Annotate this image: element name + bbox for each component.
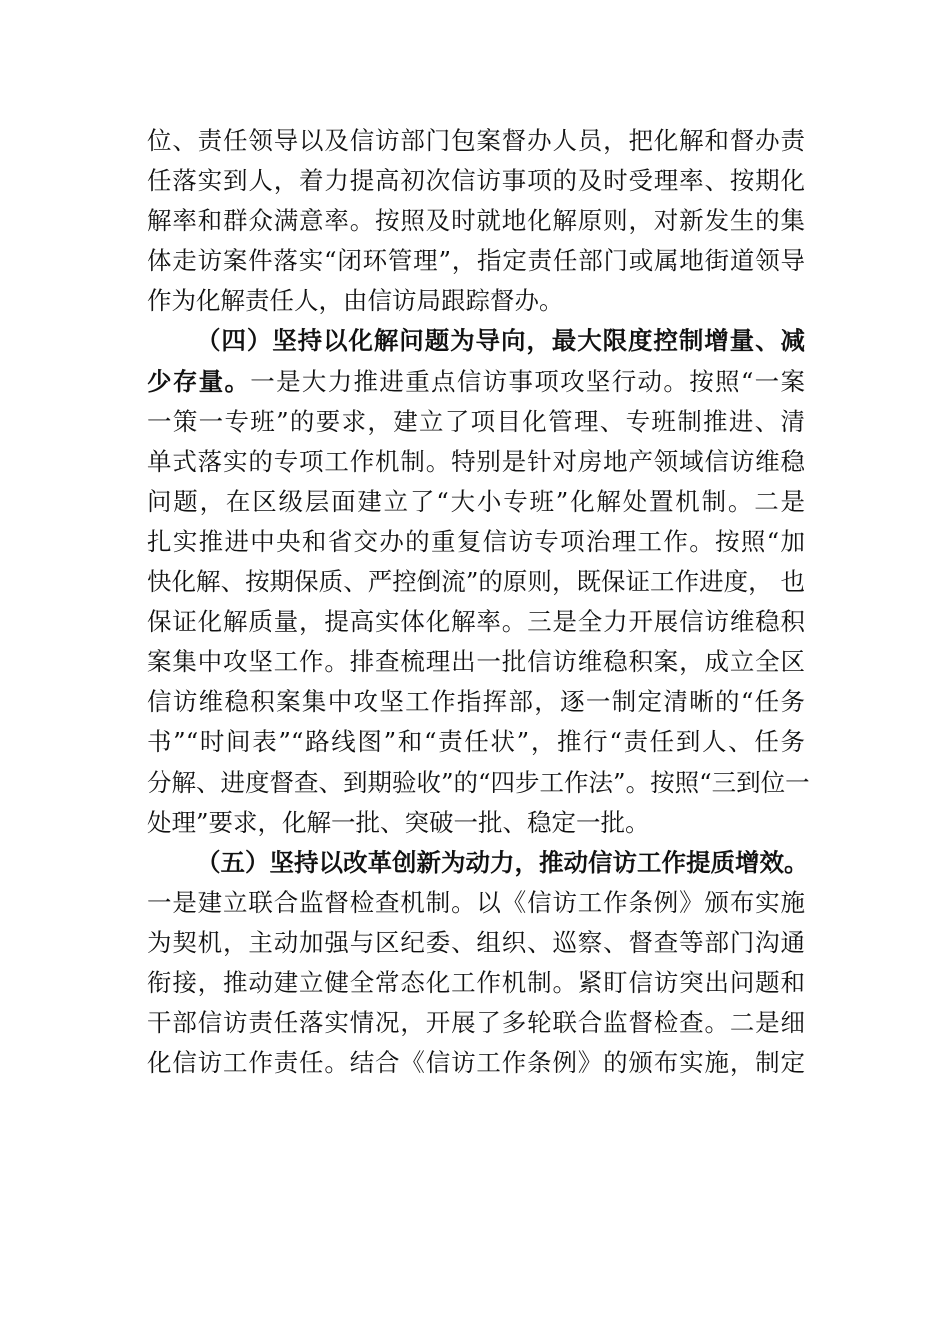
body-text: 体走访案件落实“闭环管理”，指定责任部门或属地街道领导 bbox=[147, 246, 805, 276]
text-line bbox=[147, 803, 805, 843]
text-line bbox=[147, 201, 805, 241]
text-line bbox=[147, 602, 805, 642]
body-text: 衔接，推动建立健全常态化工作机制。紧盯信访突出问题和 bbox=[147, 967, 805, 997]
text-line bbox=[147, 522, 805, 562]
body-text: 问题，在区级层面建立了“大小专班”化解处置机制。二是 bbox=[147, 486, 805, 516]
body-text: 任落实到人，着力提高初次信访事项的及时受理率、按期化 bbox=[147, 166, 805, 196]
text-line bbox=[147, 722, 805, 762]
body-text: 位、责任领导以及信访部门包案督办人员，把化解和督办责 bbox=[147, 126, 805, 155]
paragraph bbox=[147, 121, 805, 321]
body-text: 保证化解质量，提高实体化解率。三是全力开展信访维稳积 bbox=[147, 607, 805, 637]
body-text: 案集中攻坚工作。排查梳理出一批信访维稳积案，成立全区 bbox=[147, 647, 805, 677]
text-line bbox=[147, 883, 805, 923]
body-text: 一是大力推进重点信访事项攻坚行动。按照“一案 bbox=[250, 366, 805, 396]
body-text: 解率和群众满意率。按照及时就地化解原则，对新发生的集 bbox=[147, 206, 805, 236]
text-line bbox=[147, 362, 805, 402]
text-line bbox=[147, 321, 805, 361]
paragraph bbox=[147, 843, 809, 1084]
body-text: 一是建立联合监督检查机制。以《信访工作条例》颁布实施 bbox=[147, 887, 805, 917]
text-line bbox=[147, 1043, 805, 1083]
body-text: 作为化解责任人，由信访局跟踪督办。 bbox=[147, 286, 564, 316]
text-line bbox=[147, 923, 805, 963]
body-text: 为契机，主动加强与区纪委、组织、巡察、督查等部门沟通 bbox=[147, 927, 805, 957]
text-line bbox=[147, 763, 810, 803]
text-line bbox=[147, 642, 805, 682]
text-line bbox=[147, 843, 809, 883]
body-text: 处理”要求，化解一批、突破一批、稳定一批。 bbox=[147, 807, 650, 837]
text-line bbox=[147, 442, 805, 482]
text-line bbox=[147, 241, 805, 281]
body-text: 一策一专班”的要求，建立了项目化管理、专班制推进、清 bbox=[147, 406, 805, 436]
body-text: 干部信访责任落实情况，开展了多轮联合监督检查。二是细 bbox=[147, 1008, 805, 1038]
text-line bbox=[147, 1003, 805, 1043]
bold-heading-text: （五）坚持以改革创新为动力，推动信访工作提质增效。 bbox=[196, 847, 809, 877]
text-line bbox=[147, 121, 805, 161]
body-text: 信访维稳积案集中攻坚工作指挥部，逐一制定清晰的“任务 bbox=[147, 687, 805, 717]
text-line bbox=[147, 161, 805, 201]
body-text: 快化解、按期保质、严控倒流”的原则，既保证工作进度， 也 bbox=[147, 567, 805, 597]
text-line bbox=[147, 562, 805, 602]
text-line bbox=[147, 682, 805, 722]
text-line bbox=[147, 482, 805, 522]
body-text: 化信访工作责任。结合《信访工作条例》的颁布实施，制定 bbox=[147, 1048, 805, 1078]
text-line bbox=[147, 281, 805, 321]
bold-heading-text: 少存量。 bbox=[147, 366, 251, 396]
text-line bbox=[147, 402, 805, 442]
paragraph bbox=[147, 321, 810, 842]
body-text: 单式落实的专项工作机制。特别是针对房地产领域信访维稳 bbox=[147, 446, 805, 476]
body-text: 书”“时间表”“路线图”和“责任状”，推行“责任到人、任务 bbox=[147, 727, 805, 757]
body-text: 分解、进度督查、到期验收”的“四步工作法”。按照“三到位一 bbox=[147, 767, 810, 797]
document-page bbox=[147, 121, 810, 1083]
bold-heading-text: （四）坚持以化解问题为导向，最大限度控制增量、减 bbox=[196, 326, 805, 356]
body-text: 扎实推进中央和省交办的重复信访专项治理工作。按照“加 bbox=[147, 526, 805, 556]
text-line bbox=[147, 963, 805, 1003]
